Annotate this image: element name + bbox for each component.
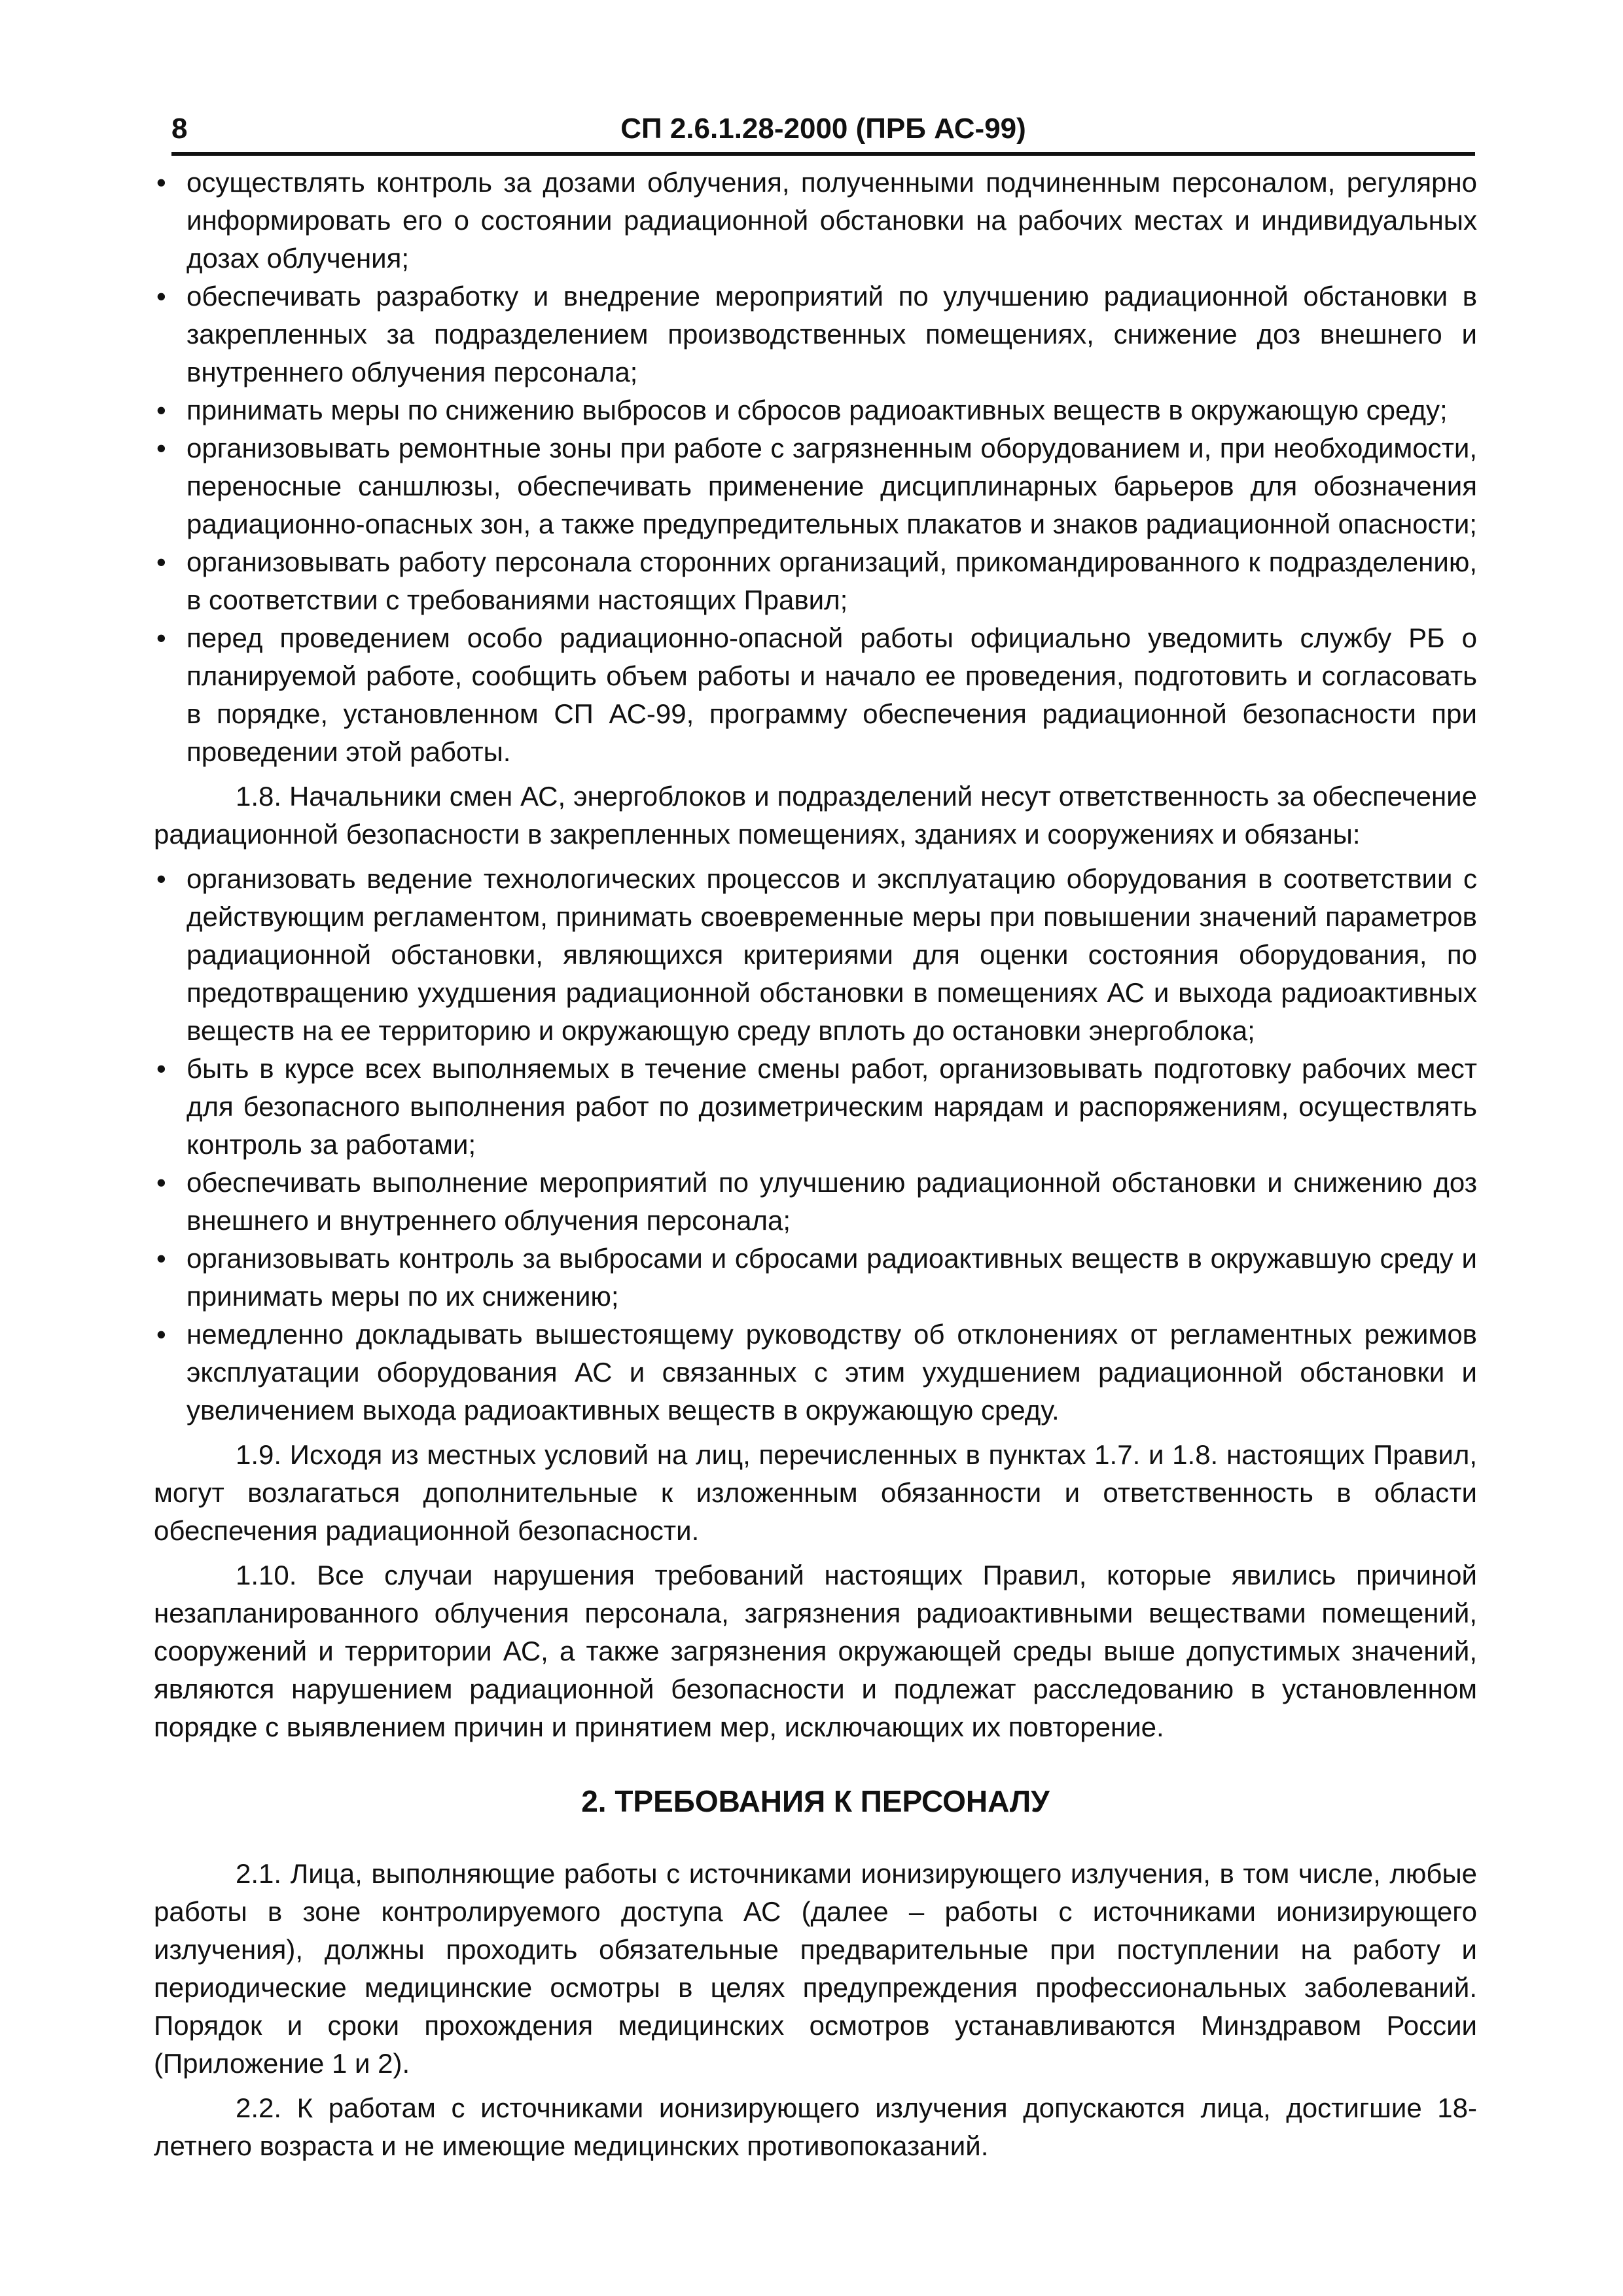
paragraph-1-10: 1.10. Все случаи нарушения требований настоящих Правил, которые явились причиной незапланированного облучения персонала, загрязнения радиоактивными веществами помещений, сооружений и территории АС, а также загрязнения окружающей среды выше допустимых значений, являются нарушением радиационной безопасности и подлежат расследованию в установленном порядке с выявлением причин и принятием мер, исключающих их повторение.	[154, 1560, 1477, 1742]
bullet-icon: •	[156, 1243, 166, 1274]
paragraph-2-2: 2.2. К работам с источниками ионизирующего излучения допускаются лица, достигшие 18-летнего возраста и не имеющие медицинских противопоказаний.	[154, 2092, 1477, 2161]
list-item: • быть в курсе всех выполняемых в течение смены работ, организовывать подготовку рабочих мест для безопасного выполнения работ по дозиметрическим нарядам и распоряжениям, осуществлять контроль за работами;	[154, 1050, 1477, 1164]
list-item: • организовывать контроль за выбросами и сбросами радиоактивных веществ в окружавшую среду и принимать меры по их снижению;	[154, 1240, 1477, 1316]
bullet-icon: •	[156, 1319, 166, 1350]
list-item: • обеспечивать разработку и внедрение мероприятий по улучшению радиационной обстановки в закрепленных за подразделением производственных помещениях, снижение доз внешнего и внутреннего облучения персонала;	[154, 278, 1477, 391]
section-2-heading: 2. ТРЕБОВАНИЯ К ПЕРСОНАЛУ	[581, 1784, 1050, 1818]
list-item: • организовывать ремонтные зоны при работе с загрязненным оборудованием и, при необходимости, переносные саншлюзы, обеспечивать применение дисциплинарных барьеров для обозначения радиационно-опасных зон, а также предупредительных плакатов и знаков радиационной опасности;	[154, 429, 1477, 543]
bullet-icon: •	[156, 281, 166, 312]
list-item: • обеспечивать выполнение мероприятий по улучшению радиационной обстановки и снижению доз внешнего и внутреннего облучения персонала;	[154, 1164, 1477, 1240]
page-number: 8	[171, 113, 188, 145]
bullet-icon: •	[156, 1053, 166, 1084]
list-item: • немедленно докладывать вышестоящему руководству об отклонениях от регламентных режимов эксплуатации оборудования АС и связанных с этим ухудшением радиационной обстановки и увеличением выхода радиоактивных веществ в окружающую среду.	[154, 1316, 1477, 1429]
paragraph-1-8: 1.8. Начальники смен АС, энергоблоков и подразделений несут ответственность за обеспечение радиационной безопасности в закрепленных помещениях, зданиях и сооружениях и обязаны:	[154, 781, 1477, 850]
list-item: • организовывать работу персонала сторонних организаций, прикомандированного к подразделению, в соответствии с требованиями настоящих Правил;	[154, 543, 1477, 619]
bullet-icon: •	[156, 433, 166, 463]
bullet-icon: •	[156, 1167, 166, 1198]
list-item: • осуществлять контроль за дозами облучения, полученными подчиненным персоналом, регулярно информировать его о состоянии радиационной обстановки на рабочих местах и индивидуальных дозах облучения;	[154, 164, 1477, 278]
list-item: • организовать ведение технологических процессов и эксплуатацию оборудования в соответствии с действующим регламентом, принимать своевременные меры при повышении значений параметров радиационной обстановки, являющихся критериями для оценки состояния оборудования, по предотвращению ухудшения радиационной обстановки в помещениях АС и выхода радиоактивных веществ на ее территорию и окружающую среду вплоть до остановки энергоблока;	[154, 860, 1477, 1050]
bullet-icon: •	[156, 547, 166, 577]
duties-list-1	[154, 164, 1477, 771]
duties-list-2	[154, 860, 1477, 1429]
bullet-icon: •	[156, 622, 166, 653]
list-item: • перед проведением особо радиационно-опасной работы официально уведомить службу РБ о планируемой работе, сообщить объем работы и начало ее проведения, подготовить и согласовать в порядке, установленном СП АС-99, программу обеспечения радиационной безопасности при проведении этой работы.	[154, 619, 1477, 771]
list-item: • принимать меры по снижению выбросов и сбросов радиоактивных веществ в окружающую среду;	[154, 391, 1477, 429]
document-title: СП 2.6.1.28-2000 (ПРБ АС-99)	[620, 113, 1026, 145]
page-header	[171, 111, 1475, 156]
bullet-icon: •	[156, 863, 166, 894]
bullet-icon: •	[156, 395, 166, 425]
bullet-icon: •	[156, 167, 166, 198]
document-body	[154, 164, 1477, 2172]
paragraph-1-9: 1.9. Исходя из местных условий на лиц, перечисленных в пунктах 1.7. и 1.8. настоящих Правил, могут возлагаться дополнительные к изложенным обязанности и ответственность в области обеспечения радиационной безопасности.	[154, 1439, 1477, 1546]
paragraph-2-1: 2.1. Лица, выполняющие работы с источниками ионизирующего излучения, в том числе, любые работы в зоне контролируемого доступа АС (далее – работы с источниками ионизирующего излучения), должны проходить обязательные предварительные при поступлении на работу и периодические медицинские осмотры в целях предупреждения профессиональных заболеваний. Порядок и сроки прохождения медицинских осмотров устанавливаются Минздравом России (Приложение 1 и 2).	[154, 1858, 1477, 2079]
